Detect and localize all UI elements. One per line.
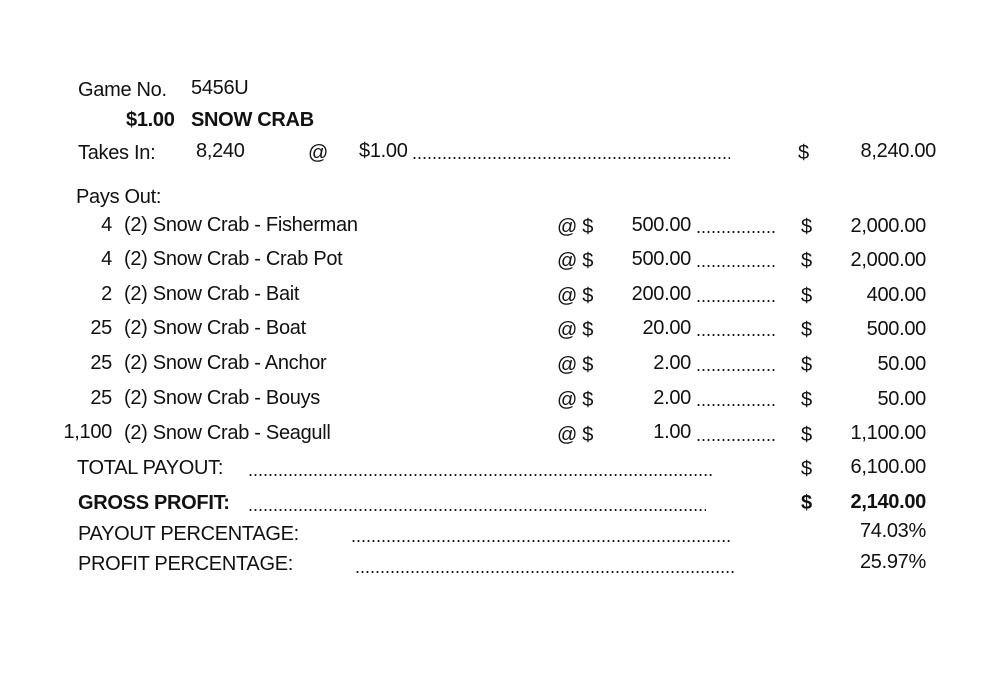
game-no-label: Game No. bbox=[78, 79, 167, 101]
gross-profit-leader bbox=[248, 493, 706, 517]
takes-in-price: $1.00 bbox=[359, 140, 408, 162]
row-desc: (2) Snow Crab - Bouys bbox=[124, 387, 320, 409]
row-total: 500.00 bbox=[866, 318, 926, 340]
payout-percentage-leader bbox=[351, 524, 731, 548]
total-payout-label: TOTAL PAYOUT: bbox=[77, 457, 224, 479]
row-at: @ $ bbox=[557, 216, 594, 238]
profit-percentage-label: PROFIT PERCENTAGE: bbox=[78, 553, 294, 575]
row-prize: 500.00 bbox=[631, 214, 691, 236]
payout-percentage-value: 74.03% bbox=[859, 520, 926, 542]
row-total: 50.00 bbox=[877, 388, 926, 410]
row-currency: $ bbox=[801, 389, 812, 411]
row-desc: (2) Snow Crab - Boat bbox=[124, 317, 306, 339]
gross-profit-label: GROSS PROFIT: bbox=[78, 492, 230, 514]
takes-in-count: 8,240 bbox=[196, 140, 245, 162]
row-desc: (2) Snow Crab - Bait bbox=[124, 283, 300, 305]
row-total: 2,000.00 bbox=[850, 249, 926, 271]
row-currency: $ bbox=[801, 424, 812, 446]
row-prize: 200.00 bbox=[631, 283, 691, 305]
pays-out-label: Pays Out: bbox=[76, 186, 162, 208]
row-total: 50.00 bbox=[877, 353, 926, 375]
profit-percentage-value: 25.97% bbox=[859, 551, 926, 573]
row-qty: 1,100 bbox=[63, 421, 112, 443]
row-currency: $ bbox=[801, 354, 812, 376]
gross-profit-value: 2,140.00 bbox=[850, 491, 926, 513]
takes-in-leader bbox=[412, 141, 730, 165]
row-leader bbox=[696, 284, 777, 308]
game-name: SNOW CRAB bbox=[191, 109, 314, 131]
row-leader bbox=[696, 353, 777, 377]
row-prize: 500.00 bbox=[631, 248, 691, 270]
row-prize: 2.00 bbox=[653, 352, 691, 374]
row-total: 1,100.00 bbox=[850, 422, 926, 444]
row-at: @ $ bbox=[557, 319, 594, 341]
payout-percentage-label: PAYOUT PERCENTAGE: bbox=[78, 523, 299, 545]
row-qty: 25 bbox=[90, 352, 112, 374]
gross-profit-currency: $ bbox=[801, 492, 812, 514]
row-at: @ $ bbox=[557, 285, 594, 307]
row-desc: (2) Snow Crab - Crab Pot bbox=[124, 248, 343, 270]
row-prize: 20.00 bbox=[642, 317, 691, 339]
row-at: @ $ bbox=[557, 250, 594, 272]
row-leader bbox=[696, 215, 777, 239]
row-desc: (2) Snow Crab - Seagull bbox=[124, 422, 331, 444]
row-currency: $ bbox=[801, 250, 812, 272]
row-leader bbox=[696, 249, 777, 273]
total-payout-currency: $ bbox=[801, 458, 812, 480]
row-qty: 4 bbox=[101, 214, 112, 236]
total-payout-leader bbox=[248, 458, 712, 482]
row-currency: $ bbox=[801, 319, 812, 341]
row-total: 2,000.00 bbox=[850, 215, 926, 237]
takes-in-at: @ bbox=[308, 142, 329, 164]
row-prize: 1.00 bbox=[653, 421, 691, 443]
row-leader bbox=[696, 318, 777, 342]
row-prize: 2.00 bbox=[653, 387, 691, 409]
takes-in-currency: $ bbox=[798, 142, 809, 164]
takes-in-total: 8,240.00 bbox=[860, 140, 936, 162]
row-qty: 4 bbox=[101, 248, 112, 270]
game-no-value: 5456U bbox=[191, 77, 249, 99]
row-currency: $ bbox=[801, 285, 812, 307]
row-at: @ $ bbox=[557, 389, 594, 411]
row-currency: $ bbox=[801, 216, 812, 238]
takes-in-label: Takes In: bbox=[78, 142, 156, 164]
row-desc: (2) Snow Crab - Anchor bbox=[124, 352, 327, 374]
row-qty: 25 bbox=[90, 387, 112, 409]
row-qty: 2 bbox=[101, 283, 112, 305]
profit-percentage-leader bbox=[355, 555, 735, 579]
row-at: @ $ bbox=[557, 354, 594, 376]
total-payout-value: 6,100.00 bbox=[850, 456, 926, 478]
row-leader bbox=[696, 388, 777, 412]
row-qty: 25 bbox=[90, 317, 112, 339]
game-price: $1.00 bbox=[126, 109, 175, 131]
row-at: @ $ bbox=[557, 424, 594, 446]
row-total: 400.00 bbox=[866, 284, 926, 306]
row-leader bbox=[696, 423, 777, 447]
row-desc: (2) Snow Crab - Fisherman bbox=[124, 214, 358, 236]
